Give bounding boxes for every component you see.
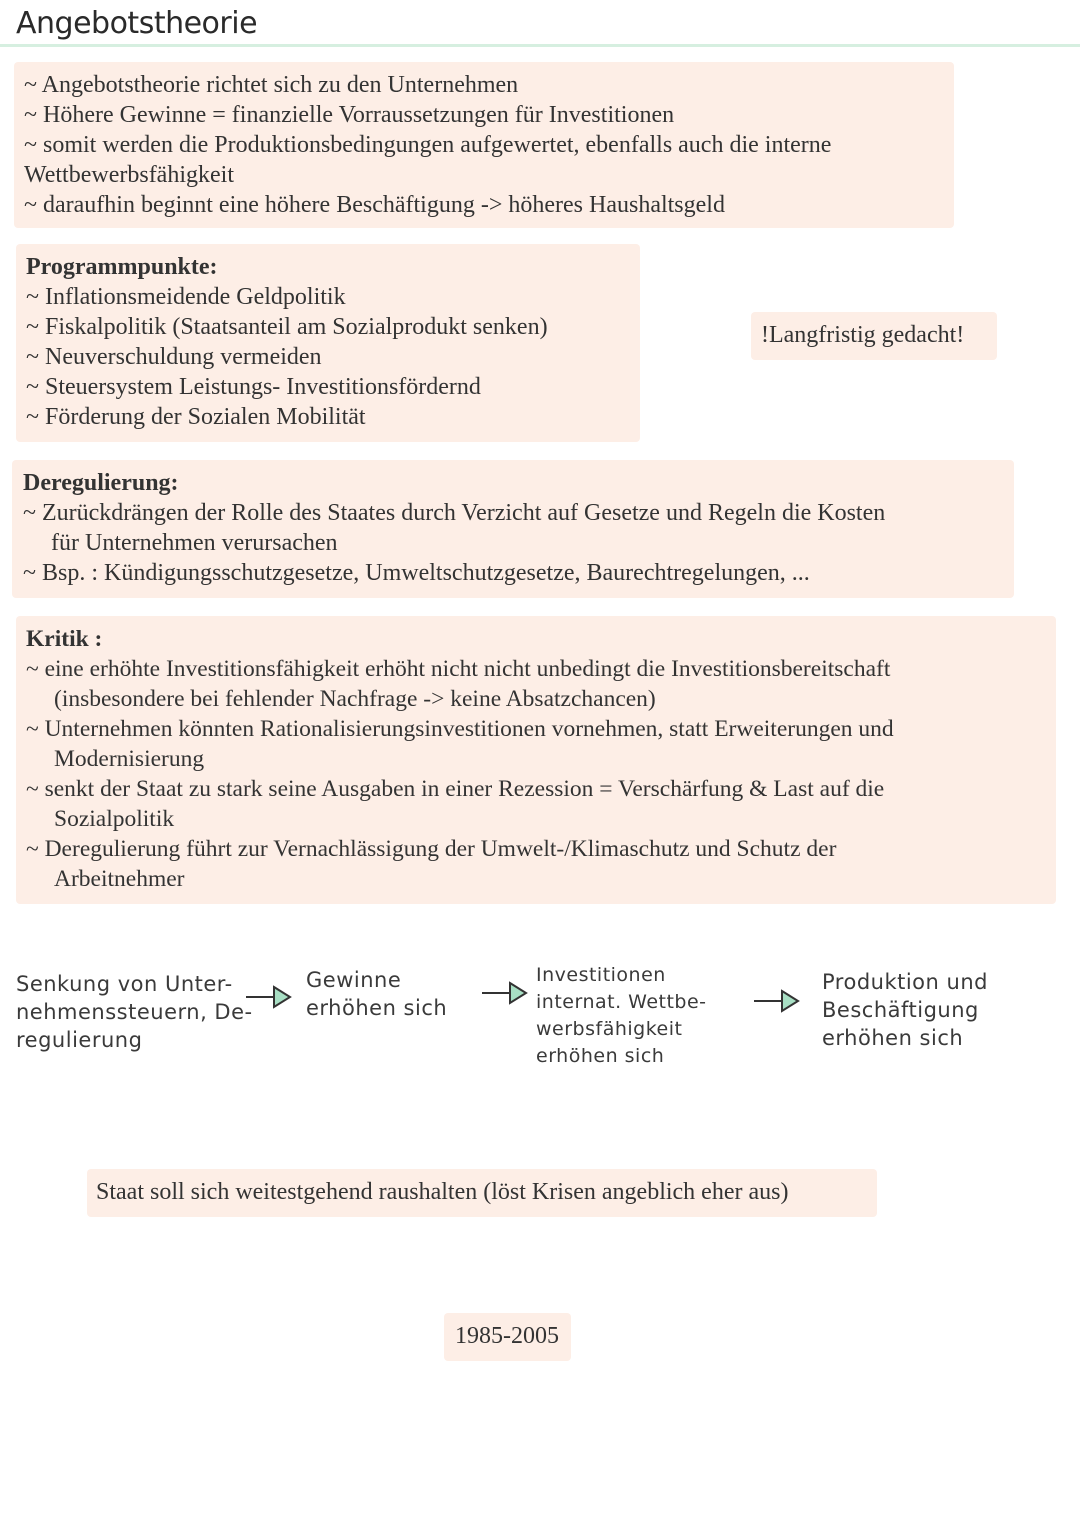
flow-step-1 — [16, 970, 253, 1054]
period-box — [444, 1313, 571, 1361]
kritik-line: Modernisierung — [54, 746, 205, 772]
kritik-heading: Kritik : — [26, 626, 103, 652]
arrow-right-icon — [752, 988, 802, 1014]
flow-text: erhöhen sich — [822, 1026, 964, 1050]
intro-line: ~ Höhere Gewinne = finanzielle Vorraussetzungen für Investitionen — [24, 102, 675, 128]
deregulierung-box — [12, 460, 1014, 598]
programm-item: ~ Steuersystem Leistungs- Investitionsfördernd — [26, 374, 481, 400]
flow-step-2 — [306, 966, 447, 1022]
flow-text: Produktion und — [822, 970, 988, 994]
kritik-line: ~ senkt der Staat zu stark seine Ausgaben in einer Rezession = Verschärfung & Last auf die — [26, 776, 885, 802]
arrow-right-icon — [244, 984, 294, 1010]
programm-heading: Programmpunkte: — [26, 254, 218, 280]
kritik-line: ~ Unternehmen könnten Rationalisierungsinvestitionen vornehmen, statt Erweiterungen und — [26, 716, 894, 742]
staat-box — [87, 1169, 877, 1217]
deregulierung-line: ~ Zurückdrängen der Rolle des Staates durch Verzicht auf Gesetze und Regeln die Kosten — [23, 500, 886, 526]
programm-item: ~ Neuverschuldung vermeiden — [26, 344, 322, 370]
flow-text: regulierung — [16, 1028, 143, 1052]
flow-text: internat. Wettbe- — [536, 991, 707, 1013]
programm-item: ~ Inflationsmeidende Geldpolitik — [26, 284, 346, 310]
programm-box — [16, 244, 640, 442]
programm-item: ~ Fiskalpolitik (Staatsanteil am Sozialprodukt senken) — [26, 314, 548, 340]
kritik-line: (insbesondere bei fehlender Nachfrage -> keine Absatzchancen) — [54, 686, 656, 712]
kritik-box — [16, 616, 1056, 904]
kritik-line: Arbeitnehmer — [54, 866, 185, 892]
flow-text: Investitionen — [536, 964, 666, 986]
note-box — [751, 312, 997, 360]
flow-step-3 — [536, 962, 707, 1070]
flow-text: werbsfähigkeit — [536, 1018, 683, 1040]
note-text: !Langfristig gedacht! — [761, 322, 965, 348]
flow-text: nehmenssteuern, De- — [16, 1000, 253, 1024]
intro-line: Wettbewerbsfähigkeit — [24, 162, 234, 188]
flow-text: Beschäftigung — [822, 998, 979, 1022]
flow-step-4 — [822, 968, 988, 1052]
flow-text: erhöhen sich — [306, 996, 448, 1020]
flow-text: Gewinne — [306, 968, 402, 992]
intro-box — [14, 62, 954, 228]
page-title: Angebotstheorie — [16, 6, 258, 41]
intro-line: ~ somit werden die Produktionsbedingungen aufgewertet, ebenfalls auch die interne — [24, 132, 832, 158]
kritik-line: ~ eine erhöhte Investitionsfähigkeit erhöht nicht nicht unbedingt die Investitionsbereitschaft — [26, 656, 891, 682]
arrow-right-icon — [480, 980, 530, 1006]
kritik-line: ~ Deregulierung führt zur Vernachlässigung der Umwelt-/Klimaschutz und Schutz der — [26, 836, 837, 862]
staat-text: Staat soll sich weitestgehend raushalten (löst Krisen angeblich eher aus) — [96, 1179, 789, 1205]
title-underline — [0, 44, 1080, 47]
intro-line: ~ daraufhin beginnt eine höhere Beschäftigung -> höheres Haushaltsgeld — [24, 192, 725, 218]
flow-text: Senkung von Unter- — [16, 972, 233, 996]
deregulierung-line: ~ Bsp. : Kündigungsschutzgesetze, Umweltschutzgesetze, Baurechtregelungen, ... — [23, 560, 810, 586]
kritik-line: Sozialpolitik — [54, 806, 175, 832]
deregulierung-heading: Deregulierung: — [23, 470, 179, 496]
flow-text: erhöhen sich — [536, 1045, 665, 1067]
period-text: 1985-2005 — [455, 1323, 559, 1349]
deregulierung-line: für Unternehmen verursachen — [51, 530, 338, 556]
programm-item: ~ Förderung der Sozialen Mobilität — [26, 404, 366, 430]
intro-line: ~ Angebotstheorie richtet sich zu den Unternehmen — [24, 72, 519, 98]
